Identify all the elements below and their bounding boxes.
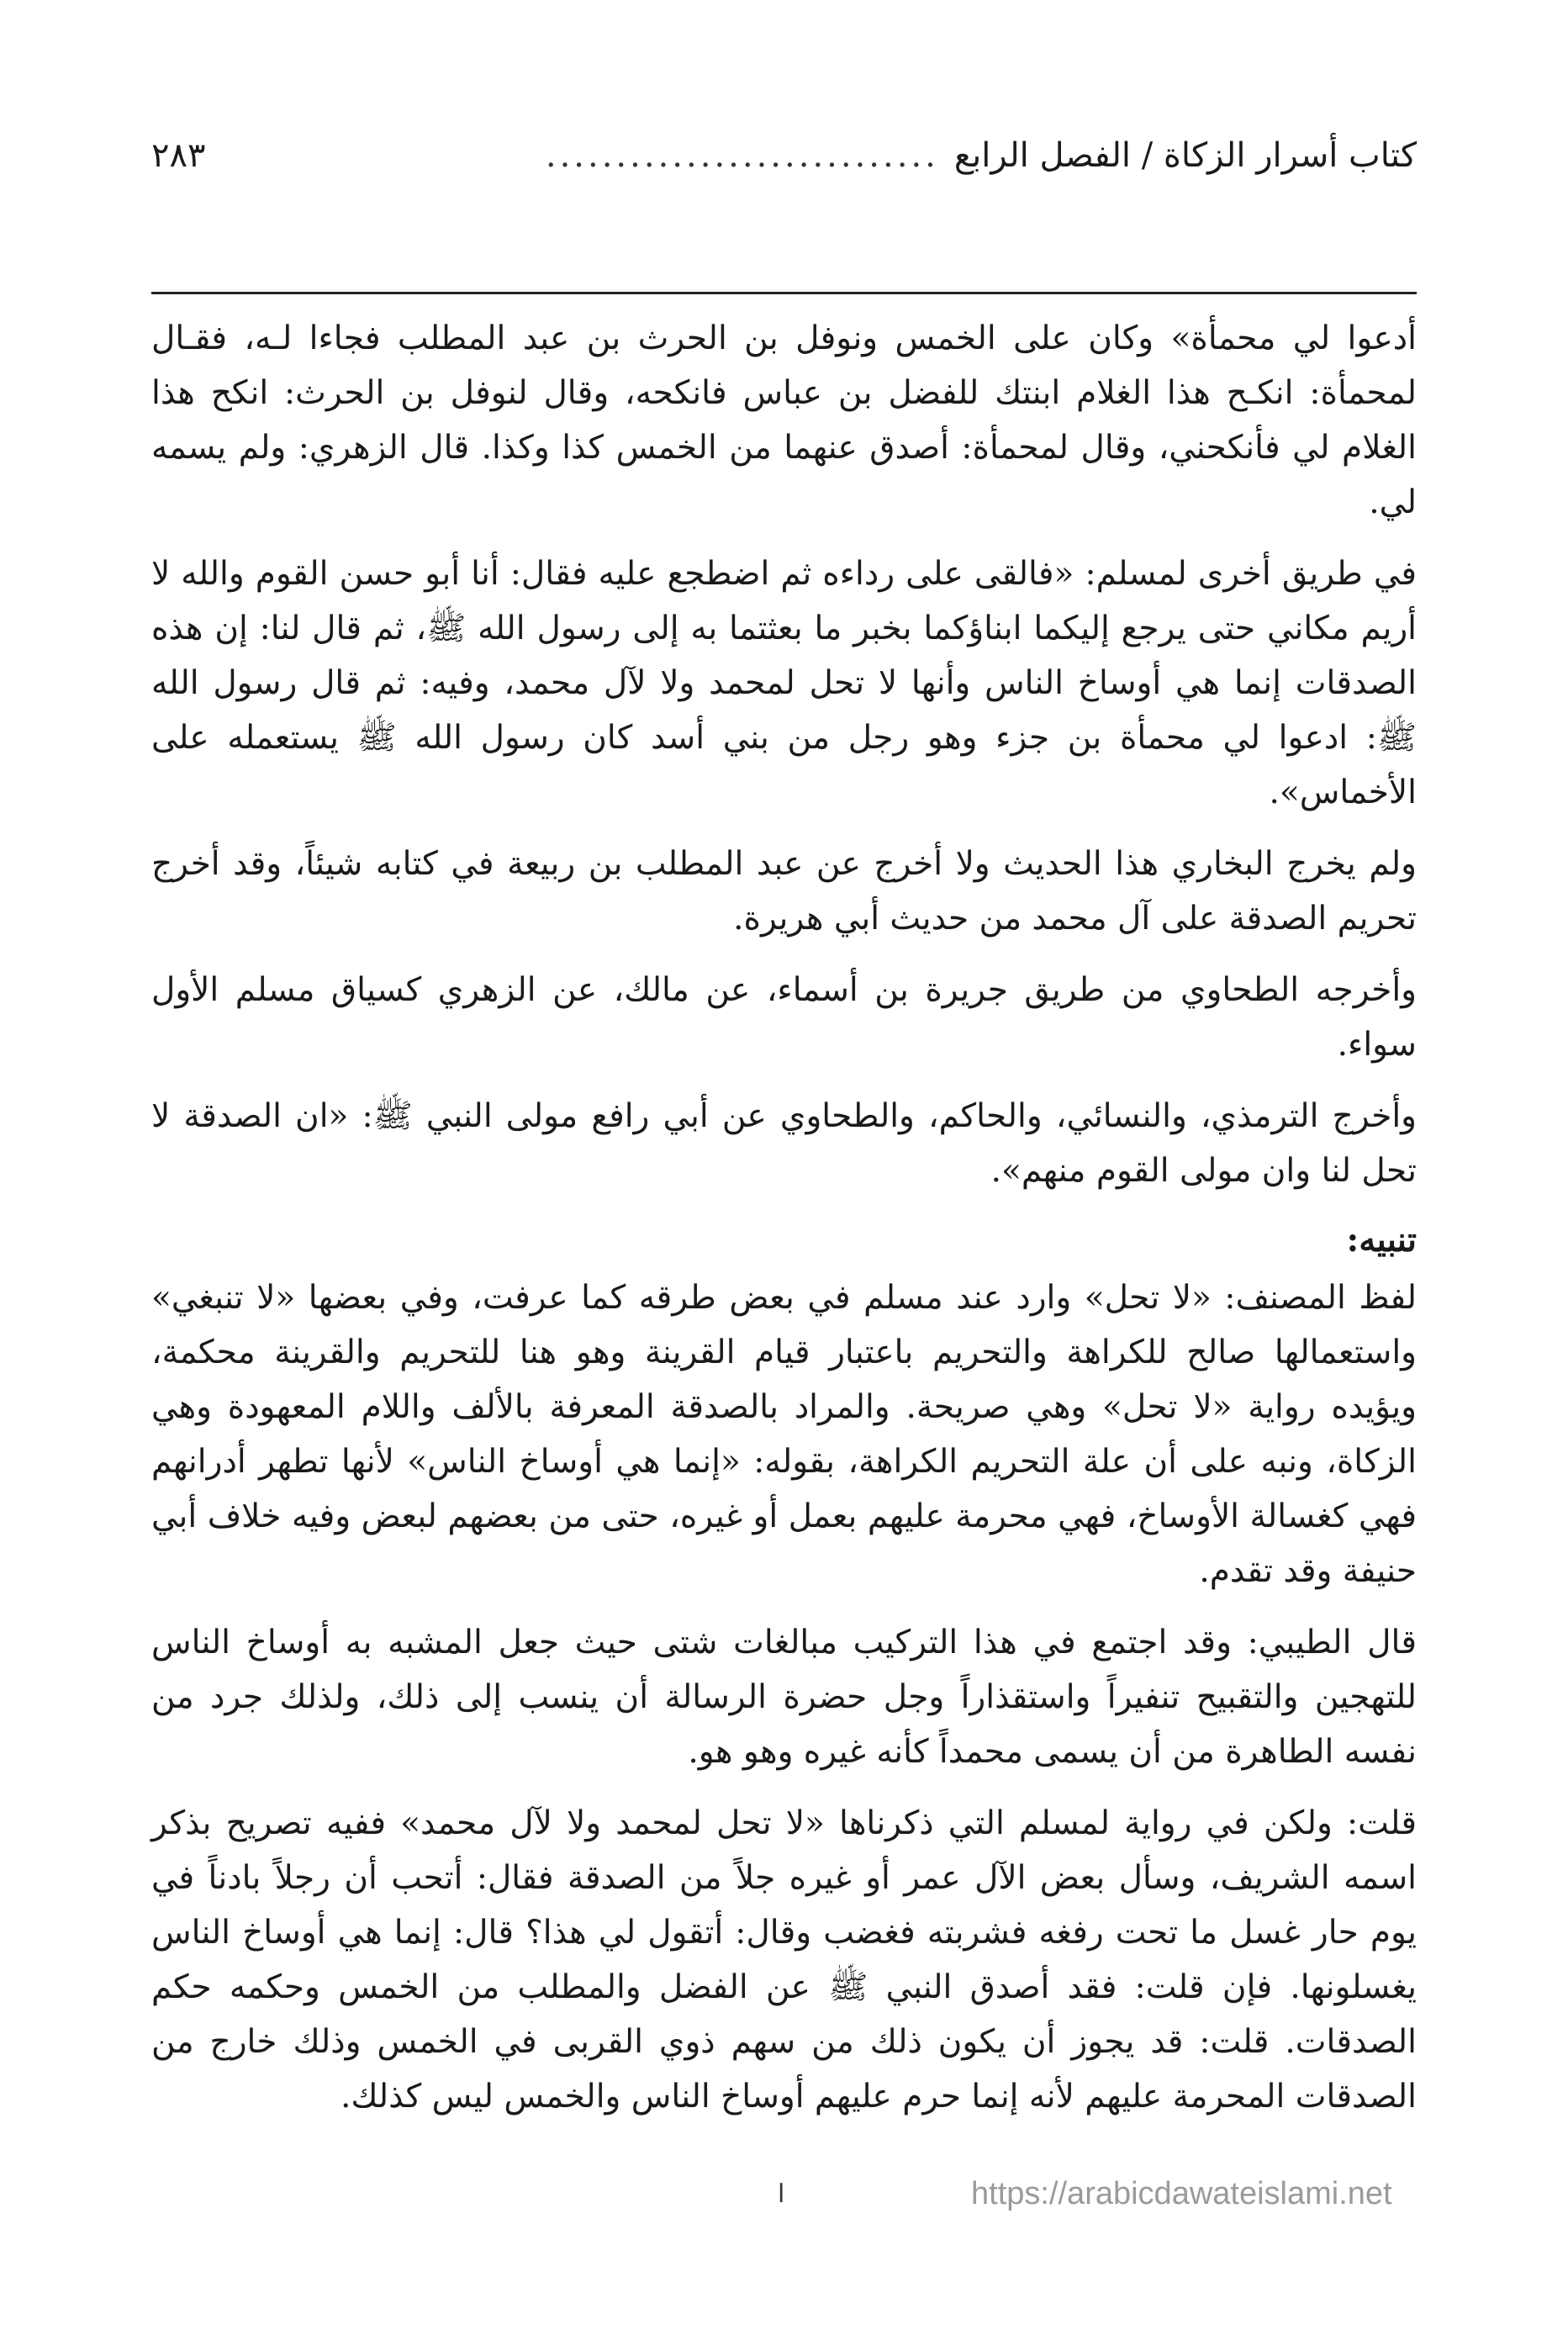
header-title: كتاب أسرار الزكاة / الفصل الرابع [953,136,1417,175]
paragraph-3: ولم يخرج البخاري هذا الحديث ولا أخرج عن عبد المطلب بن ربيعة في كتابه شيئاً، وقد أخرج تحريم الصدقة على آل محمد من حديث أبي هريرة. [151,845,1417,938]
paragraph-8: قلت: ولكن في رواية لمسلم التي ذكرناها «لا تحل لمحمد ولا لآل محمد» ففيه تصريح بذكر اسمه الشريف، وسأل بعض الآل عمر أو غيره جلاً من الصدقة فقال: أتحب أن رجلاً بادناً في يوم حار غسل ما تحت رفغه فشربته فغضب وقال: أتقول لي هذا؟ قال: إنما هي أوساخ الناس يغسلونها. فإن قلت: فقد أصدق النبي ﷺ عن الفضل والمطلب من الخمس وحكمه حكم الصدقات. قلت: قد يجوز أن يكون ذلك من سهم ذوي القربى في الخمس وذلك خارج من الصدقات المحرمة عليهم لأنه إنما حرم عليهم أوساخ الناس والخمس ليس كذلك. [151,1804,1417,2116]
paragraph-2: في طريق أخرى لمسلم: «فالقى على رداءه ثم اضطجع عليه فقال: أنا أبو حسن القوم والله لا أريم مكاني حتى يرجع إليكما ابناؤكما بخبر ما بعثتما به إلى رسول الله ﷺ، ثم قال لنا: إن هذه الصدقات إنما هي أوساخ الناس وأنها لا تحل لمحمد ولا لآل محمد، وفيه: ثم قال رسول الله ﷺ: ادعوا لي محمأة بن جزء وهو رجل من بني أسد كان رسول الله ﷺ يستعمله على الأخماس». [151,555,1417,811]
paragraph-6: لفظ المصنف: «لا تحل» وارد عند مسلم في بعض طرقه كما عرفت، وفي بعضها «لا تنبغي» واستعمالها صالح للكراهة والتحريم باعتبار قيام القرينة وهو هنا للتحريم والقرينة محكمة، ويؤيده رواية «لا تحل» وهي صريحة. والمراد بالصدقة المعرفة بالألف واللام المعهودة وهي الزكاة، ونبه على أن علة التحريم الكراهة، بقوله: «إنما هي أوساخ الناس» لأنها تطهر أدرانهم فهي كغسالة الأوساخ، فهي محرمة عليهم بعمل أو غيره، حتى من بعضهم لبعض وفيه خلاف أبي حنيفة وقد تقدم. [151,1279,1417,1590]
body-text [151,311,1417,2141]
paragraph-4: وأخرجه الطحاوي من طريق جريرة بن أسماء، عن مالك، عن الزهري كسياق مسلم الأول سواء. [151,971,1417,1064]
footer-mark: ا [778,2179,785,2209]
paragraph-7: قال الطيبي: وقد اجتمع في هذا التركيب مبالغات شتى حيث جعل المشبه به أوساخ الناس للتهجين والتقبيح تنفيراً واستقذاراً وجل حضرة الرسالة أن ينسب إلى ذلك، ولذلك جرد من نفسه الطاهرة من أن يسمى محمداً كأنه غيره وهو هو. [151,1624,1417,1771]
section-heading: تنبيه: [1346,1220,1417,1260]
page-number: ٢٨٣ [151,136,206,175]
header-leader-dots: ............................ [545,136,939,175]
watermark-url: https://arabicdawateislami.net [971,2176,1392,2211]
paragraph-5: وأخرج الترمذي، والنسائي، والحاكم، والطحاوي عن أبي رافع مولى النبي ﷺ: «ان الصدقة لا تحل لنا وان مولى القوم منهم». [151,1097,1417,1190]
header-rule [151,292,1417,294]
paragraph-1: أدعوا لي محمأة» وكان على الخمس ونوفل بن الحرث بن عبد المطلب فجاءا لـه، فقـال لمحمأة: انكـح هذا الغلام ابنتك للفضل بن عباس فانكحه، وقال لنوفل بن الحرث: انكح هذا الغلام لي فأنكحني، وقال لمحمأة: أصدق عنهما من الخمس كذا وكذا. قال الزهري: ولم يسمه لي. [151,320,1417,521]
running-header [151,126,1417,185]
